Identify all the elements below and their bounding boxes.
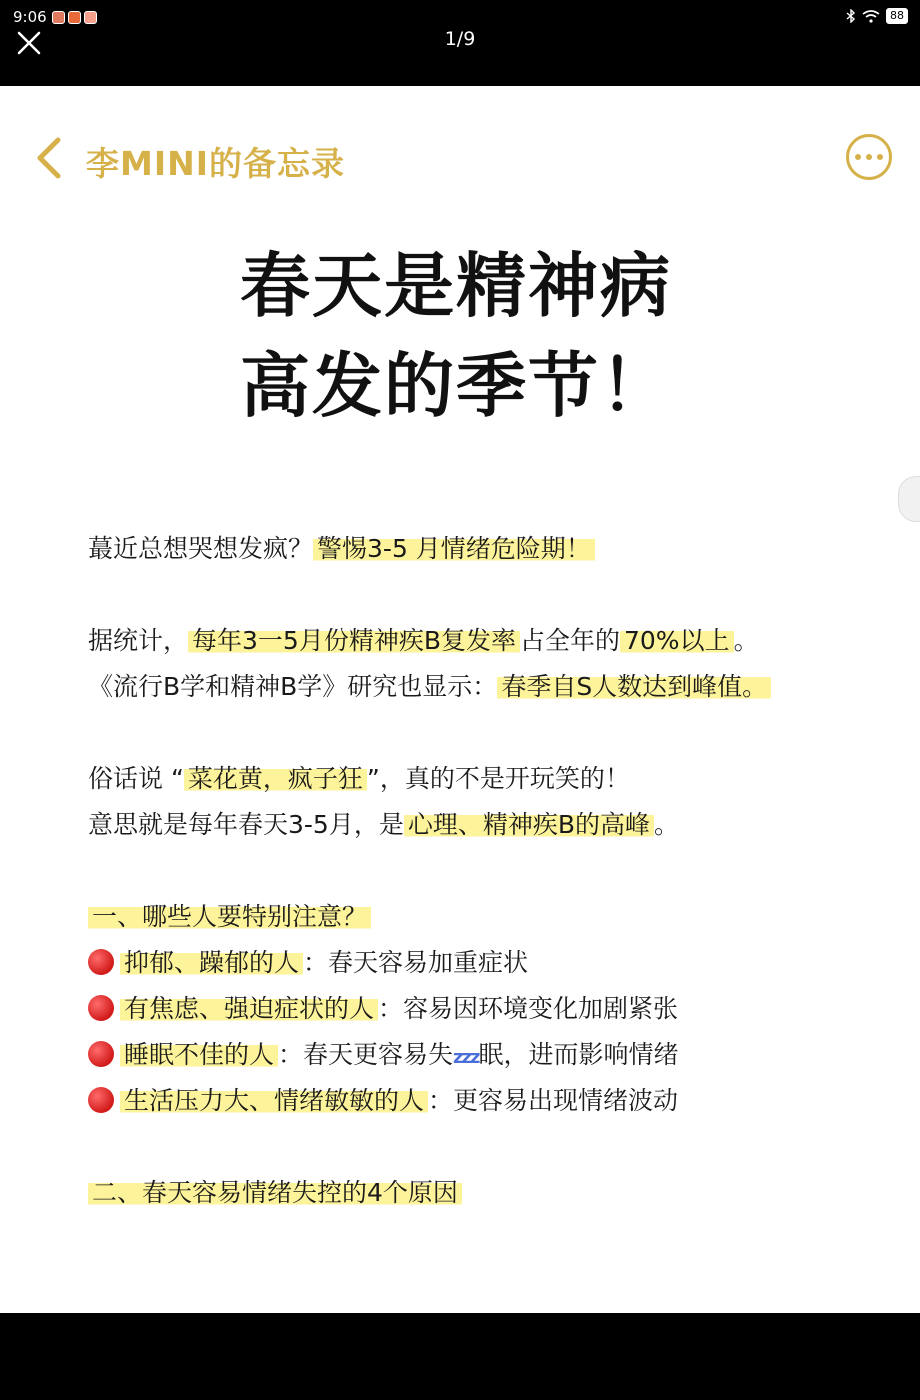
highlighted-text: 70%以上	[620, 626, 734, 655]
section-heading: 一、哪些人要特别注意？	[88, 902, 371, 931]
back-chevron-icon[interactable]	[32, 134, 66, 182]
paragraph-5	[88, 802, 868, 848]
more-dot	[866, 154, 872, 160]
list-item	[88, 1078, 868, 1124]
viewer-top-bar	[0, 28, 920, 86]
paragraph-3	[88, 664, 868, 710]
paragraph-text: 蕞近总想哭想发疯？	[88, 534, 314, 563]
highlighted-text: 每年3一5月份精神疾B复发率	[188, 626, 520, 655]
highlighted-text: 睡眠不佳的人	[120, 1040, 278, 1069]
sleeping-zzz-icon: zzz	[453, 1047, 479, 1068]
list-text: ：春天更容易失	[278, 1040, 454, 1069]
status-time: 9:06	[13, 8, 47, 26]
image-counter: 1/9	[444, 28, 476, 50]
red-circle-icon	[88, 949, 114, 975]
list-item	[88, 986, 868, 1032]
paragraph-4	[88, 756, 868, 802]
section-1-title	[88, 894, 868, 940]
highlighted-text: 有焦虑、强迫症状的人	[120, 994, 378, 1023]
more-options-button[interactable]	[846, 134, 892, 180]
paragraph-text: 据统计，	[88, 626, 189, 655]
note-header-title: 李MINI的备忘录	[86, 144, 346, 183]
paragraph-text: ”，真的不是开玩笑的！	[366, 764, 630, 793]
red-circle-icon	[88, 1041, 114, 1067]
status-indicators	[846, 8, 908, 24]
paragraph-text: 俗话说 “	[88, 764, 184, 793]
list-text: ：容易因环境变化加剧紧张	[378, 994, 679, 1023]
battery-icon: 88	[886, 8, 908, 24]
red-circle-icon	[88, 1087, 114, 1113]
headline-line-2: 高发的季节！	[240, 345, 672, 427]
section-heading: 二、春天容易情绪失控的4个原因	[88, 1178, 462, 1207]
app-notification-icon	[68, 11, 81, 24]
list-item	[88, 940, 868, 986]
paragraph-text: 。	[733, 626, 759, 655]
more-dot	[855, 154, 861, 160]
paragraph-text: 。	[654, 810, 680, 839]
red-circle-icon	[88, 995, 114, 1021]
headline-line-1: 春天是精神病	[240, 245, 672, 327]
app-notification-icon	[84, 11, 97, 24]
note-image	[0, 86, 920, 1313]
paragraph-text: 占全年的	[519, 626, 620, 655]
highlighted-text: 生活压力大、情绪敏敏的人	[120, 1086, 428, 1115]
wifi-icon	[862, 10, 880, 23]
highlighted-text: 警惕3-5 月情绪危险期！	[313, 534, 595, 563]
notification-icons	[52, 10, 100, 28]
app-notification-icon	[52, 11, 65, 24]
bluetooth-icon	[846, 9, 856, 23]
list-text: 眠，进而影响情绪	[478, 1040, 679, 1069]
paragraph-2	[88, 618, 868, 664]
highlighted-text: 春季自S人数达到峰值。	[497, 672, 771, 701]
highlighted-text: 菜花黄，疯子狂	[184, 764, 367, 793]
list-item	[88, 1032, 868, 1078]
section-2-title	[88, 1170, 868, 1216]
paragraph-1	[88, 526, 868, 572]
paragraph-text: 《流行B学和精神B学》研究也显示：	[88, 672, 498, 701]
note-body	[88, 526, 868, 1216]
more-dot	[877, 154, 883, 160]
headline	[240, 236, 672, 436]
bottom-bar	[0, 1313, 920, 1400]
floating-avatar[interactable]	[898, 476, 920, 522]
highlighted-text: 抑郁、躁郁的人	[120, 948, 303, 977]
highlighted-text: 心理、精神疾B的高峰	[404, 810, 654, 839]
list-text: ：春天容易加重症状	[303, 948, 529, 977]
paragraph-text: 意思就是每年春天3-5月，是	[88, 810, 404, 839]
list-text: ：更容易出现情绪波动	[428, 1086, 679, 1115]
